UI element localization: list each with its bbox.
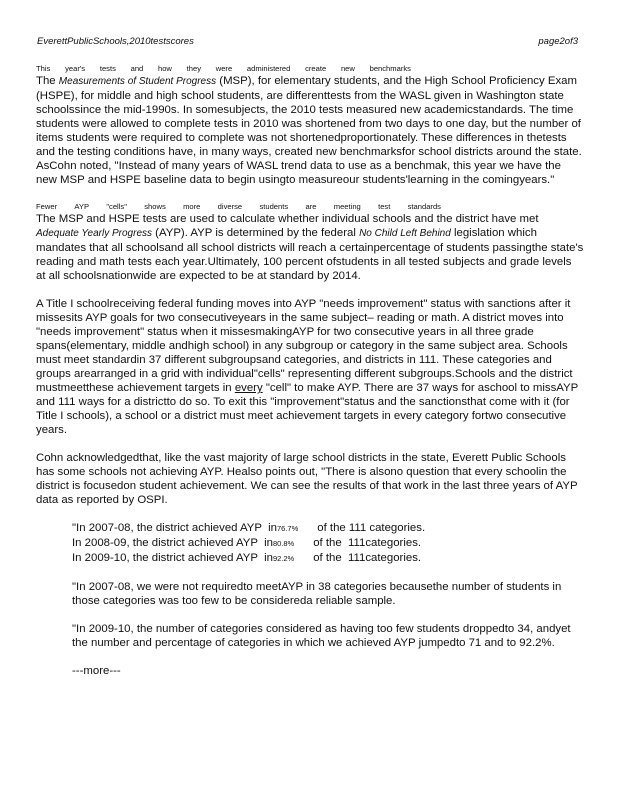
quote-categories-dropped: "In 2009-10, the number of categories considered as having too few students droppedto 34, andyet the number and percentage of categories in which we achieved AYP jumpedto 71 and to 92.2%. [72,623,571,649]
quote-line-2007: "In 2007-08, the district achieved AYP in76.7% of the 111 categories. [72,522,426,534]
paragraph-cohn-acknowledgment: Cohn acknowledgedthat, like the vast majority of large school districts in the state, Everett Public Schools has some schools not achieving AYP. Healso points out, "There is alsono question that every schoolin the district is focusedon student achievement. We can see the results of that work in the last three years of AYP data as reported by OSPI. [36,452,578,506]
heading-word: were [215,64,233,73]
quote-line-2009: In 2009-10, the district achieved AYP in92.2% of the 111categories. [72,552,422,564]
heading-word: Fewer [36,202,58,211]
heading-word: meeting [333,202,361,211]
quote-block [72,521,584,678]
heading-word: students [259,202,289,211]
article-body [36,63,584,678]
running-header-left: EverettPublicSchools,2010testscores [37,36,194,47]
paragraph-msp-hspe: The Measurements of Student Progress (MSP), for elementary students, and the High School Proficiency Exam (HSPE), for middle and high school students, are differenttests from the WASL given in Washington state schoolssince the mid-1990s. In somesubjects, the 2010 tests measured new academicstandards. The time students were allowed to complete tests in 2010 was shortened from two days to one day, but the number of items students were required to complete was not shortenedproportionately. These differences in thetests and the testing conditions have, in many ways, created new benchmarksfor school districts around the state. AsCohn noted, "Instead of many years of WASL trend data to use as a benchmak, this year we have the new MSP and HSPE baseline data to begin usingto measureour students'learning in the comingyears." [36,75,582,186]
heading-word: diverse [217,202,243,211]
heading-word: shows [144,202,166,211]
heading-word: more [183,202,201,211]
paragraph-title-one-sanctions: A Title I schoolreceiving federal funding moves into AYP "needs improvement" status with sanctions after it missesits AYP goals for two consecutiveyears in the same subject– reading or math. A district moves into "needs improvement" status when it missesmakingAYP for two consecutive years in all three grade spans(elementary, middle andhigh school) in any subgroup or category in the same subject area. Schools must meet standardin 37 different subgroupsand categories, and districts in 111. These categories and groups arearranged in a grid with individual"cells" representing different subgroups.Schools and the district mustmeetthese achievement targets in every "cell" to make AYP. There are 37 ways for aschool to missAYP and 111 ways for a districtto do so. To exit this "improvement"status and the sanctionsthat come with it (for Title I schools), a school or a district must meet achievement targets in every category fortwo consecutive years. [36,298,579,436]
heading-word: tests [99,64,116,73]
heading-word: "cells" [106,202,127,211]
heading-word: standards [407,202,441,211]
heading-word: they [186,64,201,73]
paragraph-ayp-definition: The MSP and HSPE tests are used to calculate whether individual schools and the district have met Adequate Yearly Progress (AYP). AYP is determined by the federal No Child Left Behind legislation which mandates that all schoolsand all school districts will reach a certainpercentage of students passingthe state's reading and math tests each year.Ultimately, 100 percent ofstudents in all tested subjects and grade levels at all schoolsnationwide are expected to be at standard by 2014. [36,213,584,282]
heading-word: are [305,202,317,211]
heading-word: benchmarks [369,64,411,73]
quote-not-required: "In 2007-08, we were not requiredto meetAYP in 38 categories becausethe number of students in those categories was too few to be considereda reliable sample. [72,581,562,607]
quote-line-2008: In 2008-09, the district achieved AYP in80.8% of the 111categories. [72,537,422,549]
heading-word: This [36,64,51,73]
heading-word: and [130,64,144,73]
more-marker: ---more--- [72,665,121,677]
page-number: page2of3 [538,36,578,47]
heading-word: year's [65,64,86,73]
heading-word: AYP [74,202,90,211]
heading-word: how [157,64,172,73]
heading-word: create [305,64,327,73]
section-heading-ayp-cells [36,201,441,212]
heading-word: new [340,64,355,73]
heading-word: test [378,202,391,211]
section-heading-benchmarks [36,63,411,74]
heading-word: administered [246,64,291,73]
